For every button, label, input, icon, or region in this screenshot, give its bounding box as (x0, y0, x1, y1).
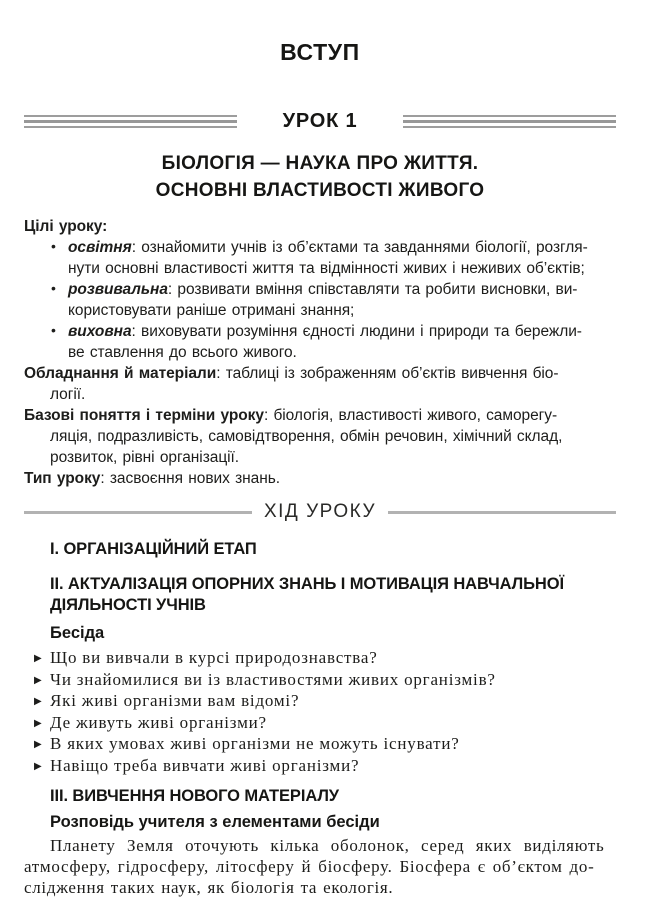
lesson-type-line (24, 468, 616, 489)
equipment-line (24, 363, 616, 384)
bullet-icon: • (51, 280, 56, 296)
question-text: Де живуть живі організми? (50, 712, 267, 732)
equipment-label: Обладнання й матеріали (24, 365, 217, 382)
paragraph-line: атмосферу, гідросферу, літосферу й біосферу. Біосфера є об’єктом до- (24, 857, 595, 876)
divider-rule-left (24, 511, 252, 514)
lesson-number: УРОК 1 (282, 109, 358, 132)
lesson-type-label: Тип уроку (24, 470, 101, 487)
section-title: ВСТУП (280, 39, 360, 65)
question-item (24, 712, 616, 734)
equipment-text-continued: логії. (50, 386, 86, 403)
terms-text-continued: розвиток, рівні організації. (50, 449, 240, 466)
lesson-title-line1: БІОЛОГІЯ — НАУКА ПРО ЖИТТЯ. (161, 153, 479, 174)
goal-text: : розвивати вміння співставляти та робити висновки, ви- (167, 281, 578, 298)
decorative-triple-rule-left (24, 115, 237, 128)
goal-text-continued: нути основні властивості життя та відмінності живих і неживих об’єктів; (68, 260, 585, 277)
triangle-bullet-icon: ▶ (34, 739, 42, 750)
triangle-bullet-icon: ▶ (34, 717, 42, 729)
question-text: Навіщо треба вивчати живі організми? (50, 755, 360, 775)
lesson-type-text: : засвоєння нових знань. (100, 470, 281, 487)
triangle-bullet-icon: ▶ (34, 674, 42, 686)
question-text: Які живі організми вам відомі? (50, 691, 300, 710)
decorative-triple-rule-right (403, 115, 616, 128)
goal-item-educational (24, 237, 616, 258)
question-item (24, 647, 616, 669)
paragraph-line: слідження таких наук, як біологія та екологія. (24, 878, 394, 897)
lesson-paragraph (24, 835, 616, 898)
question-text: Що ви вивчали в курсі природознавства? (50, 648, 378, 667)
stage1-heading: I. ОРГАНІЗАЦІЙНИЙ ЕТАП (50, 540, 257, 558)
question-item (24, 669, 616, 691)
triangle-bullet-icon: ▶ (34, 760, 42, 772)
triangle-bullet-icon: ▶ (34, 653, 42, 664)
goal-text-continued: ве ставлення до всього живого. (68, 344, 297, 361)
stage3-heading: III. ВИВЧЕННЯ НОВОГО МАТЕРІАЛУ (50, 787, 339, 805)
lesson-title-line2: ОСНОВНІ ВЛАСТИВОСТІ ЖИВОГО (155, 180, 485, 201)
question-text: В яких умовах живі організми не можуть існувати? (50, 734, 460, 753)
goal-term: виховна (68, 323, 132, 340)
question-list (24, 647, 616, 776)
terms-label: Базові поняття і терміни уроку (24, 407, 264, 424)
question-text: Чи знайомилися ви із властивостями живих організмів? (50, 669, 496, 689)
terms-line (24, 405, 616, 426)
goal-item-developmental (24, 279, 616, 300)
equipment-text: : таблиці із зображенням об’єктів вивчення біо- (216, 365, 559, 382)
stage2-heading (24, 574, 616, 616)
goals-label: Цілі уроку: (24, 218, 108, 235)
terms-text: : біологія, властивості живого, саморегу- (263, 407, 558, 424)
question-item (24, 690, 616, 712)
goal-text-continued: користовувати раніше отримані знання; (68, 302, 355, 319)
bullet-icon: • (51, 238, 56, 254)
goal-term: розвивальна (68, 281, 168, 298)
question-item (24, 755, 616, 777)
triangle-bullet-icon: ▶ (34, 696, 42, 707)
question-item (24, 733, 616, 755)
goal-item-upbringing (24, 321, 616, 342)
lesson-header-row (24, 108, 616, 134)
goal-text: : виховувати розуміння єдності людини і природи та бережли- (131, 323, 582, 340)
story-label: Розповідь учителя з елементами бесіди (50, 813, 380, 831)
terms-text-continued: ляція, подразливість, самовідтворення, обмін речовин, хімічний склад, (50, 428, 563, 445)
goal-term: освітня (68, 239, 132, 256)
course-flow-divider (24, 499, 616, 525)
conversation-label: Бесіда (50, 624, 105, 642)
lesson-title (24, 150, 616, 204)
divider-rule-right (388, 511, 616, 514)
lesson-meta (24, 216, 616, 489)
goal-text: : ознайомити учнів із об’єктами та завданнями біології, розгля- (131, 239, 588, 256)
stage2-heading-line1: II. АКТУАЛІЗАЦІЯ ОПОРНИХ ЗНАНЬ І МОТИВАЦІЯ НАВЧАЛЬНОЇ (50, 575, 564, 593)
course-flow-header: ХІД УРОКУ (263, 501, 377, 522)
paragraph-line: Планету Земля оточують кілька оболонок, серед яких виділяють (50, 836, 605, 855)
stage2-heading-line2: ДІЯЛЬНОСТІ УЧНІВ (50, 596, 206, 614)
bullet-icon: • (51, 322, 56, 338)
